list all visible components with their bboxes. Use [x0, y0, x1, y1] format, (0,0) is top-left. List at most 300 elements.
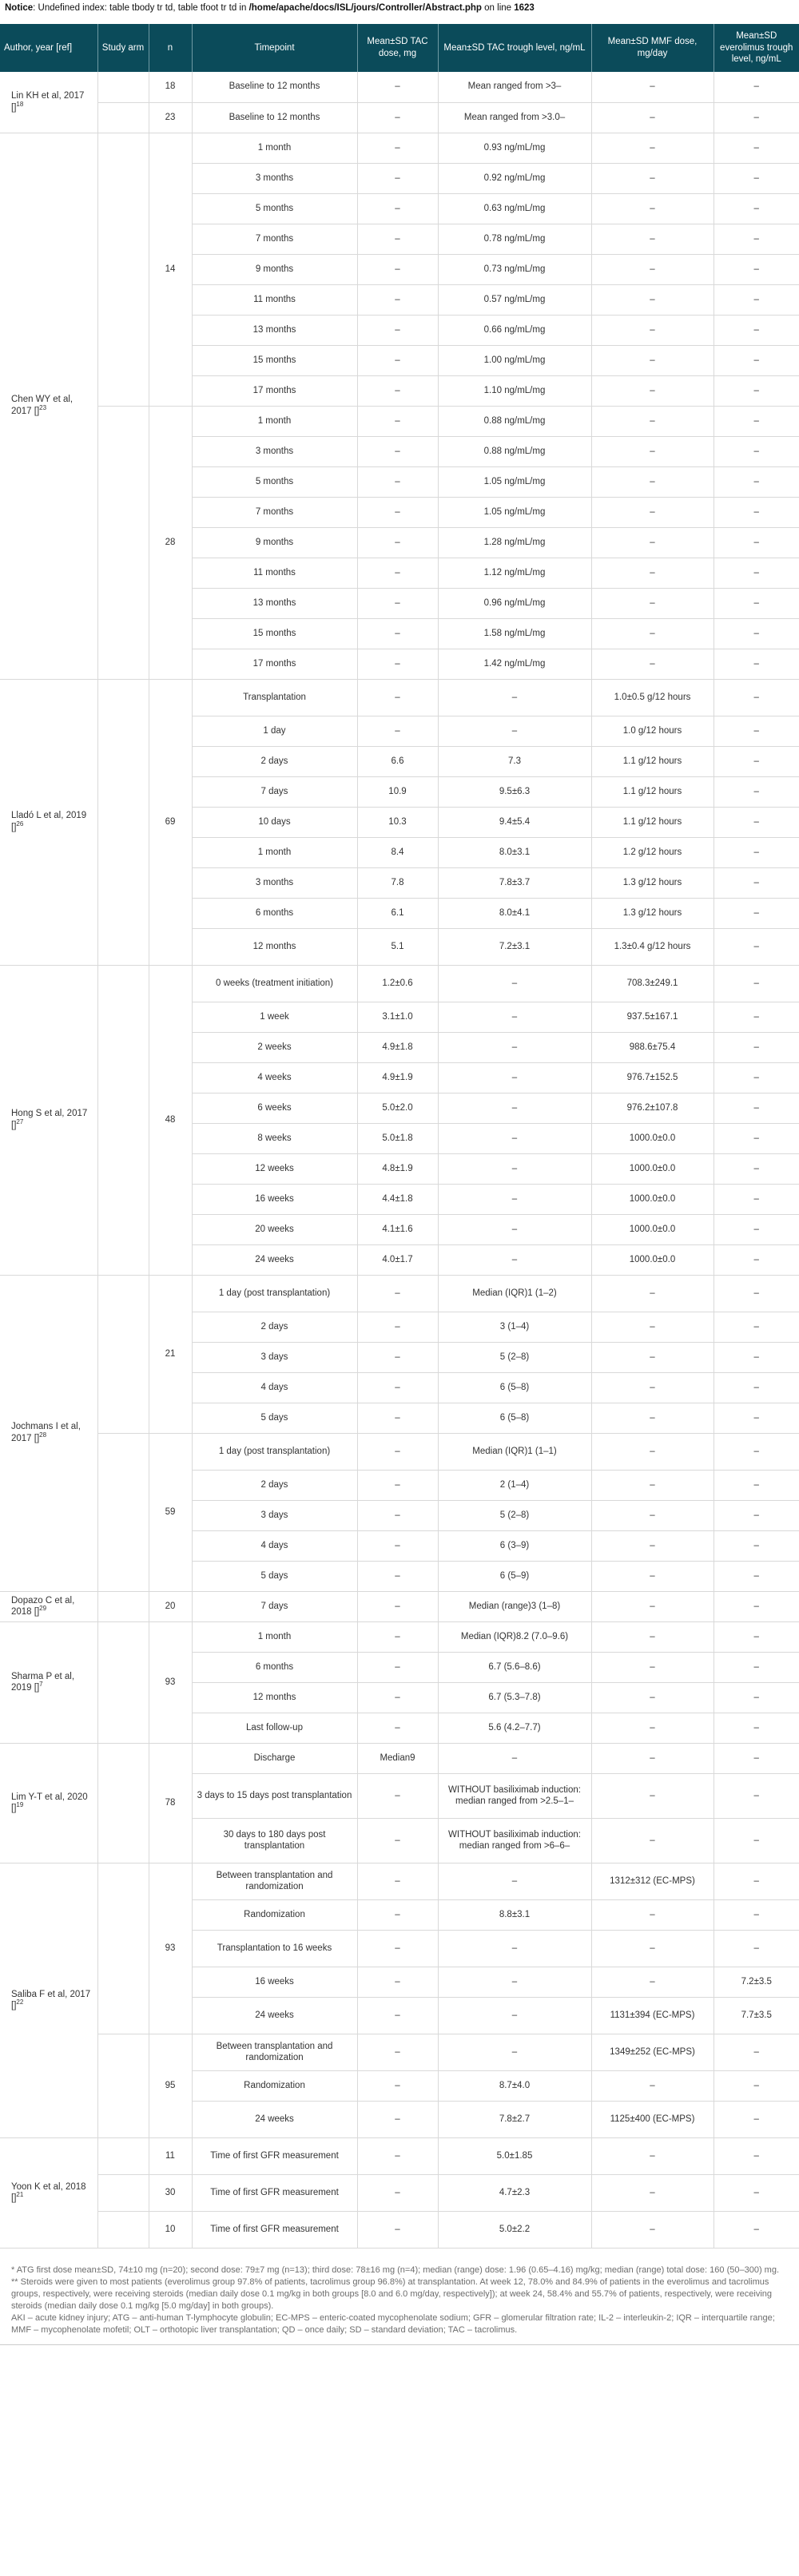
cell-mmf-dose: –: [591, 649, 714, 679]
cell-timepoint: 5 months: [192, 466, 357, 497]
cell-everolimus-trough: –: [714, 133, 799, 163]
cell-tac-dose: –: [357, 375, 438, 406]
cell-everolimus-trough: –: [714, 1275, 799, 1312]
cell-tac-trough: –: [438, 2034, 591, 2070]
cell-tac-dose: –: [357, 2211, 438, 2248]
cell-everolimus-trough: –: [714, 2137, 799, 2174]
cell-timepoint: 5 months: [192, 193, 357, 224]
cell-study-arm: [97, 102, 149, 133]
cell-n: 93: [149, 1621, 192, 1743]
cell-tac-dose: –: [357, 1863, 438, 1899]
cell-timepoint: 1 day (post transplantation): [192, 1275, 357, 1312]
cell-everolimus-trough: 7.2±3.5: [714, 1967, 799, 1997]
cell-mmf-dose: 1000.0±0.0: [591, 1244, 714, 1275]
cell-tac-dose: –: [357, 466, 438, 497]
cell-everolimus-trough: –: [714, 1863, 799, 1899]
cell-timepoint: 24 weeks: [192, 1997, 357, 2034]
cell-everolimus-trough: –: [714, 345, 799, 375]
cell-tac-dose: 4.8±1.9: [357, 1153, 438, 1184]
cell-mmf-dose: –: [591, 2070, 714, 2101]
cell-tac-trough: 5.0±1.85: [438, 2137, 591, 2174]
cell-timepoint: 24 weeks: [192, 2101, 357, 2137]
cell-tac-trough: –: [438, 1997, 591, 2034]
cell-tac-trough: 5.6 (4.2–7.7): [438, 1713, 591, 1743]
cell-everolimus-trough: –: [714, 1093, 799, 1123]
cell-tac-trough: 3 (1–4): [438, 1312, 591, 1342]
cell-everolimus-trough: –: [714, 898, 799, 928]
cell-author: [0, 1621, 97, 1743]
cell-n: 11: [149, 2137, 192, 2174]
cell-n: 30: [149, 2174, 192, 2211]
cell-everolimus-trough: –: [714, 1682, 799, 1713]
cell-n: 95: [149, 2034, 192, 2137]
cell-tac-trough: 6.7 (5.6–8.6): [438, 1652, 591, 1682]
cell-tac-trough: 8.0±3.1: [438, 837, 591, 867]
cell-mmf-dose: 1.1 g/12 hours: [591, 776, 714, 807]
cell-tac-dose: –: [357, 406, 438, 436]
table-row: [0, 1743, 799, 1773]
cell-mmf-dose: –: [591, 1275, 714, 1312]
cell-mmf-dose: 1.3 g/12 hours: [591, 898, 714, 928]
table-row: [0, 406, 799, 436]
col-header-study-arm: Study arm: [97, 24, 149, 72]
cell-timepoint: 1 month: [192, 406, 357, 436]
cell-everolimus-trough: –: [714, 558, 799, 588]
cell-everolimus-trough: –: [714, 1244, 799, 1275]
cell-author: [0, 1743, 97, 1863]
cell-everolimus-trough: –: [714, 1184, 799, 1214]
cell-tac-dose: –: [357, 1652, 438, 1682]
cell-tac-trough: –: [438, 679, 591, 716]
table-row: [0, 1275, 799, 1312]
cell-n: 21: [149, 1275, 192, 1433]
cell-everolimus-trough: –: [714, 1652, 799, 1682]
cell-tac-dose: 4.9±1.9: [357, 1062, 438, 1093]
cell-tac-dose: 8.4: [357, 837, 438, 867]
cell-tac-trough: 5 (2–8): [438, 1500, 591, 1530]
cell-tac-trough: –: [438, 1153, 591, 1184]
cell-timepoint: 10 days: [192, 807, 357, 837]
cell-tac-dose: –: [357, 1930, 438, 1967]
cell-mmf-dose: –: [591, 224, 714, 254]
cell-timepoint: 3 days to 15 days post transplantation: [192, 1773, 357, 1818]
cell-tac-dose: –: [357, 284, 438, 315]
cell-mmf-dose: –: [591, 558, 714, 588]
cell-mmf-dose: –: [591, 1500, 714, 1530]
cell-tac-dose: 10.9: [357, 776, 438, 807]
author-ref: 26: [16, 820, 24, 828]
cell-tac-dose: –: [357, 133, 438, 163]
cell-mmf-dose: –: [591, 1312, 714, 1342]
table-row: [0, 72, 799, 102]
cell-tac-dose: –: [357, 679, 438, 716]
author-ref: 28: [39, 1431, 47, 1439]
cell-timepoint: Time of first GFR measurement: [192, 2211, 357, 2248]
cell-mmf-dose: 1.2 g/12 hours: [591, 837, 714, 867]
cell-tac-trough: –: [438, 965, 591, 1002]
cell-timepoint: 20 weeks: [192, 1214, 357, 1244]
cell-tac-dose: –: [357, 1561, 438, 1591]
cell-tac-trough: 5.0±2.2: [438, 2211, 591, 2248]
cell-everolimus-trough: –: [714, 466, 799, 497]
cell-tac-dose: –: [357, 193, 438, 224]
cell-mmf-dose: 1.0 g/12 hours: [591, 716, 714, 746]
cell-tac-dose: –: [357, 315, 438, 345]
notice-label: Notice: [5, 3, 34, 13]
cell-tac-trough: 1.00 ng/mL/mg: [438, 345, 591, 375]
cell-tac-dose: –: [357, 2137, 438, 2174]
author-text: Yoon K et al, 2018 []: [11, 2181, 86, 2204]
cell-n: 20: [149, 1591, 192, 1621]
cell-timepoint: 7 days: [192, 1591, 357, 1621]
cell-tac-trough: 9.5±6.3: [438, 776, 591, 807]
cell-timepoint: 6 weeks: [192, 1093, 357, 1123]
author-text: Hong S et al, 2017 []: [11, 1109, 88, 1130]
cell-timepoint: 16 weeks: [192, 1967, 357, 1997]
cell-tac-trough: –: [438, 1244, 591, 1275]
cell-everolimus-trough: –: [714, 1002, 799, 1032]
cell-everolimus-trough: –: [714, 284, 799, 315]
cell-study-arm: [97, 2034, 149, 2137]
footnote-abbreviations: AKI – acute kidney injury; ATG – anti-human T-lymphocyte globulin; EC-MPS – enteric-coated mycophenolate sodium; GFR – glomerular filtration rate; IL-2 – interleukin-2; IQR – interquartile range; MMF – mycophenolate mofetil; OLT – orthotopic liver transplantation; QD – once daily; SD – standard deviation; TAC – tacrolimus.: [11, 2312, 775, 2335]
cell-tac-dose: –: [357, 1967, 438, 1997]
cell-tac-trough: Median (IQR)1 (1–1): [438, 1433, 591, 1470]
cell-everolimus-trough: –: [714, 1591, 799, 1621]
author-text: Lin KH et al, 2017 []: [11, 91, 85, 113]
cell-everolimus-trough: 7.7±3.5: [714, 1997, 799, 2034]
cell-tac-trough: –: [438, 1863, 591, 1899]
cell-everolimus-trough: –: [714, 193, 799, 224]
cell-mmf-dose: –: [591, 1743, 714, 1773]
cell-tac-trough: 8.7±4.0: [438, 2070, 591, 2101]
cell-timepoint: 3 days: [192, 1342, 357, 1372]
cell-everolimus-trough: –: [714, 1372, 799, 1403]
cell-timepoint: 17 months: [192, 375, 357, 406]
cell-tac-trough: 1.28 ng/mL/mg: [438, 527, 591, 558]
cell-mmf-dose: –: [591, 588, 714, 618]
col-header-everolimus-trough: Mean±SD everolimus trough level, ng/mL: [714, 24, 799, 72]
cell-tac-dose: 5.0±1.8: [357, 1123, 438, 1153]
cell-tac-dose: 7.8: [357, 867, 438, 898]
cell-everolimus-trough: –: [714, 1818, 799, 1863]
cell-tac-trough: 0.66 ng/mL/mg: [438, 315, 591, 345]
cell-mmf-dose: –: [591, 284, 714, 315]
cell-tac-trough: –: [438, 716, 591, 746]
cell-timepoint: Transplantation to 16 weeks: [192, 1930, 357, 1967]
col-header-mmf-dose: Mean±SD MMF dose, mg/day: [591, 24, 714, 72]
cell-timepoint: 12 months: [192, 928, 357, 965]
author-ref: 18: [16, 100, 24, 108]
cell-everolimus-trough: –: [714, 1153, 799, 1184]
cell-tac-dose: –: [357, 1403, 438, 1433]
cell-tac-dose: –: [357, 1591, 438, 1621]
cell-tac-dose: –: [357, 2174, 438, 2211]
cell-timepoint: 9 months: [192, 254, 357, 284]
cell-mmf-dose: 1.1 g/12 hours: [591, 807, 714, 837]
cell-everolimus-trough: –: [714, 375, 799, 406]
cell-tac-dose: –: [357, 436, 438, 466]
table-row: [0, 1591, 799, 1621]
cell-everolimus-trough: –: [714, 1500, 799, 1530]
cell-everolimus-trough: –: [714, 2174, 799, 2211]
table-row: [0, 2211, 799, 2248]
cell-everolimus-trough: –: [714, 163, 799, 193]
cell-everolimus-trough: –: [714, 649, 799, 679]
cell-everolimus-trough: –: [714, 1621, 799, 1652]
cell-timepoint: 24 weeks: [192, 1244, 357, 1275]
cell-tac-dose: –: [357, 1997, 438, 2034]
cell-tac-dose: –: [357, 1530, 438, 1561]
cell-author: [0, 2137, 97, 2248]
cell-timepoint: 13 months: [192, 588, 357, 618]
cell-study-arm: [97, 2211, 149, 2248]
author-ref: 29: [39, 1605, 47, 1613]
cell-n: 48: [149, 965, 192, 1275]
cell-mmf-dose: –: [591, 102, 714, 133]
cell-tac-dose: –: [357, 649, 438, 679]
cell-everolimus-trough: –: [714, 102, 799, 133]
cell-tac-dose: –: [357, 1275, 438, 1312]
cell-tac-trough: 9.4±5.4: [438, 807, 591, 837]
cell-everolimus-trough: –: [714, 497, 799, 527]
cell-study-arm: [97, 133, 149, 406]
cell-everolimus-trough: –: [714, 1930, 799, 1967]
cell-mmf-dose: –: [591, 1899, 714, 1930]
cell-everolimus-trough: –: [714, 776, 799, 807]
cell-tac-trough: 1.05 ng/mL/mg: [438, 497, 591, 527]
cell-tac-trough: 0.57 ng/mL/mg: [438, 284, 591, 315]
table-row: [0, 1621, 799, 1652]
cell-tac-trough: 4.7±2.3: [438, 2174, 591, 2211]
cell-timepoint: 6 months: [192, 1652, 357, 1682]
cell-everolimus-trough: –: [714, 2070, 799, 2101]
cell-timepoint: 3 months: [192, 436, 357, 466]
cell-everolimus-trough: –: [714, 2211, 799, 2248]
cell-mmf-dose: –: [591, 406, 714, 436]
cell-tac-trough: 2 (1–4): [438, 1470, 591, 1500]
cell-timepoint: 7 days: [192, 776, 357, 807]
cell-mmf-dose: –: [591, 1930, 714, 1967]
cell-timepoint: 1 day: [192, 716, 357, 746]
cell-mmf-dose: –: [591, 618, 714, 649]
cell-mmf-dose: –: [591, 345, 714, 375]
table-row: [0, 965, 799, 1002]
cell-timepoint: 3 months: [192, 867, 357, 898]
cell-tac-trough: –: [438, 1743, 591, 1773]
cell-mmf-dose: –: [591, 497, 714, 527]
cell-study-arm: [97, 406, 149, 679]
header-row: [0, 24, 799, 72]
table-row: [0, 1863, 799, 1899]
cell-tac-trough: 0.63 ng/mL/mg: [438, 193, 591, 224]
cell-mmf-dose: –: [591, 1433, 714, 1470]
cell-tac-trough: 7.3: [438, 746, 591, 776]
cell-tac-dose: 5.0±2.0: [357, 1093, 438, 1123]
cell-tac-dose: 1.2±0.6: [357, 965, 438, 1002]
cell-everolimus-trough: –: [714, 1062, 799, 1093]
cell-tac-trough: 0.73 ng/mL/mg: [438, 254, 591, 284]
cell-tac-dose: –: [357, 254, 438, 284]
cell-tac-trough: 1.42 ng/mL/mg: [438, 649, 591, 679]
cell-tac-trough: WITHOUT basiliximab induction: median ranged from >6–6–: [438, 1818, 591, 1863]
cell-tac-trough: 0.93 ng/mL/mg: [438, 133, 591, 163]
cell-tac-trough: 7.2±3.1: [438, 928, 591, 965]
cell-study-arm: [97, 965, 149, 1275]
cell-mmf-dose: –: [591, 1773, 714, 1818]
cell-mmf-dose: –: [591, 2174, 714, 2211]
table-row: [0, 2137, 799, 2174]
cell-mmf-dose: 1000.0±0.0: [591, 1184, 714, 1214]
cell-n: 23: [149, 102, 192, 133]
cell-everolimus-trough: –: [714, 588, 799, 618]
cell-mmf-dose: 937.5±167.1: [591, 1002, 714, 1032]
cell-tac-dose: 6.1: [357, 898, 438, 928]
cell-n: 18: [149, 72, 192, 102]
author-text: Lladó L et al, 2019 []: [11, 811, 87, 832]
col-header-author: Author, year [ref]: [0, 24, 97, 72]
cell-tac-trough: 0.78 ng/mL/mg: [438, 224, 591, 254]
cell-everolimus-trough: –: [714, 2034, 799, 2070]
cell-tac-trough: –: [438, 1967, 591, 1997]
cell-everolimus-trough: –: [714, 254, 799, 284]
cell-author: [0, 1275, 97, 1591]
author-ref: 22: [16, 1998, 24, 2006]
cell-timepoint: Time of first GFR measurement: [192, 2137, 357, 2174]
cell-timepoint: 15 months: [192, 345, 357, 375]
cell-timepoint: 2 weeks: [192, 1032, 357, 1062]
cell-author: [0, 1591, 97, 1621]
cell-mmf-dose: 1000.0±0.0: [591, 1123, 714, 1153]
cell-tac-dose: 4.1±1.6: [357, 1214, 438, 1244]
cell-mmf-dose: –: [591, 527, 714, 558]
cell-everolimus-trough: –: [714, 1773, 799, 1818]
notice-line-text: on line: [481, 3, 515, 13]
cell-tac-trough: 6 (5–8): [438, 1403, 591, 1433]
table-row: [0, 1433, 799, 1470]
cell-n: 78: [149, 1743, 192, 1863]
cell-tac-trough: –: [438, 1930, 591, 1967]
cell-timepoint: 12 weeks: [192, 1153, 357, 1184]
cell-everolimus-trough: –: [714, 1713, 799, 1743]
cell-timepoint: 8 weeks: [192, 1123, 357, 1153]
cell-tac-trough: 1.10 ng/mL/mg: [438, 375, 591, 406]
cell-mmf-dose: –: [591, 1818, 714, 1863]
cell-study-arm: [97, 72, 149, 102]
author-ref: 27: [16, 1118, 24, 1126]
cell-tac-dose: 5.1: [357, 928, 438, 965]
cell-timepoint: Discharge: [192, 1743, 357, 1773]
cell-mmf-dose: 1000.0±0.0: [591, 1214, 714, 1244]
author-ref: 7: [39, 1681, 43, 1689]
cell-n: 10: [149, 2211, 192, 2248]
cell-everolimus-trough: –: [714, 928, 799, 965]
php-notice: [0, 0, 799, 18]
cell-everolimus-trough: –: [714, 965, 799, 1002]
cell-everolimus-trough: –: [714, 1530, 799, 1561]
cell-everolimus-trough: –: [714, 527, 799, 558]
cell-everolimus-trough: –: [714, 1433, 799, 1470]
cell-mmf-dose: –: [591, 466, 714, 497]
cell-everolimus-trough: –: [714, 1743, 799, 1773]
cell-mmf-dose: –: [591, 1652, 714, 1682]
cell-everolimus-trough: –: [714, 1312, 799, 1342]
author-text: Jochmans I et al, 2017 []: [11, 1422, 81, 1443]
cell-tac-dose: –: [357, 72, 438, 102]
cell-everolimus-trough: –: [714, 2101, 799, 2137]
cell-tac-dose: 6.6: [357, 746, 438, 776]
table-row: [0, 2034, 799, 2070]
cell-tac-dose: –: [357, 1899, 438, 1930]
cell-mmf-dose: 1.1 g/12 hours: [591, 746, 714, 776]
table-header: [0, 24, 799, 72]
col-header-tac-dose: Mean±SD TAC dose, mg: [357, 24, 438, 72]
cell-mmf-dose: 1.3 g/12 hours: [591, 867, 714, 898]
cell-mmf-dose: –: [591, 1713, 714, 1743]
cell-mmf-dose: –: [591, 2137, 714, 2174]
cell-mmf-dose: –: [591, 436, 714, 466]
cell-tac-trough: 6 (3–9): [438, 1530, 591, 1561]
cell-tac-dose: –: [357, 2070, 438, 2101]
cell-everolimus-trough: –: [714, 679, 799, 716]
cell-tac-dose: Median9: [357, 1743, 438, 1773]
cell-timepoint: 4 weeks: [192, 1062, 357, 1093]
cell-study-arm: [97, 1591, 149, 1621]
cell-timepoint: 1 month: [192, 1621, 357, 1652]
cell-timepoint: Randomization: [192, 1899, 357, 1930]
cell-tac-dose: –: [357, 2034, 438, 2070]
cell-mmf-dose: –: [591, 1470, 714, 1500]
cell-mmf-dose: –: [591, 133, 714, 163]
cell-timepoint: 15 months: [192, 618, 357, 649]
cell-tac-trough: WITHOUT basiliximab induction: median ranged from >2.5–1–: [438, 1773, 591, 1818]
cell-mmf-dose: –: [591, 254, 714, 284]
cell-tac-dose: 4.9±1.8: [357, 1032, 438, 1062]
cell-tac-trough: 5 (2–8): [438, 1342, 591, 1372]
cell-tac-trough: 1.58 ng/mL/mg: [438, 618, 591, 649]
cell-mmf-dose: 976.2±107.8: [591, 1093, 714, 1123]
author-ref: 23: [39, 404, 47, 412]
cell-everolimus-trough: –: [714, 837, 799, 867]
cell-timepoint: 0 weeks (treatment initiation): [192, 965, 357, 1002]
cell-timepoint: 4 days: [192, 1530, 357, 1561]
cell-tac-trough: Median (range)3 (1–8): [438, 1591, 591, 1621]
cell-tac-trough: 6.7 (5.3–7.8): [438, 1682, 591, 1713]
notice-path: /home/apache/docs/ISL/jours/Controller/Abstract.php: [248, 3, 482, 13]
cell-everolimus-trough: –: [714, 1342, 799, 1372]
cell-timepoint: 11 months: [192, 558, 357, 588]
cell-timepoint: 1 day (post transplantation): [192, 1433, 357, 1470]
cell-everolimus-trough: –: [714, 315, 799, 345]
col-header-timepoint: Timepoint: [192, 24, 357, 72]
cell-tac-dose: –: [357, 1470, 438, 1500]
cell-everolimus-trough: –: [714, 1403, 799, 1433]
cell-mmf-dose: 1131±394 (EC-MPS): [591, 1997, 714, 2034]
cell-timepoint: Transplantation: [192, 679, 357, 716]
cell-tac-dose: –: [357, 163, 438, 193]
cell-timepoint: Baseline to 12 months: [192, 102, 357, 133]
cell-mmf-dose: –: [591, 193, 714, 224]
cell-author: [0, 965, 97, 1275]
cell-tac-trough: Mean ranged from >3.0–: [438, 102, 591, 133]
cell-tac-dose: –: [357, 224, 438, 254]
cell-timepoint: Time of first GFR measurement: [192, 2174, 357, 2211]
cell-timepoint: 3 days: [192, 1500, 357, 1530]
cell-everolimus-trough: –: [714, 1561, 799, 1591]
cell-author: [0, 72, 97, 133]
cell-tac-dose: –: [357, 497, 438, 527]
cell-tac-dose: –: [357, 1342, 438, 1372]
cell-study-arm: [97, 1863, 149, 2034]
